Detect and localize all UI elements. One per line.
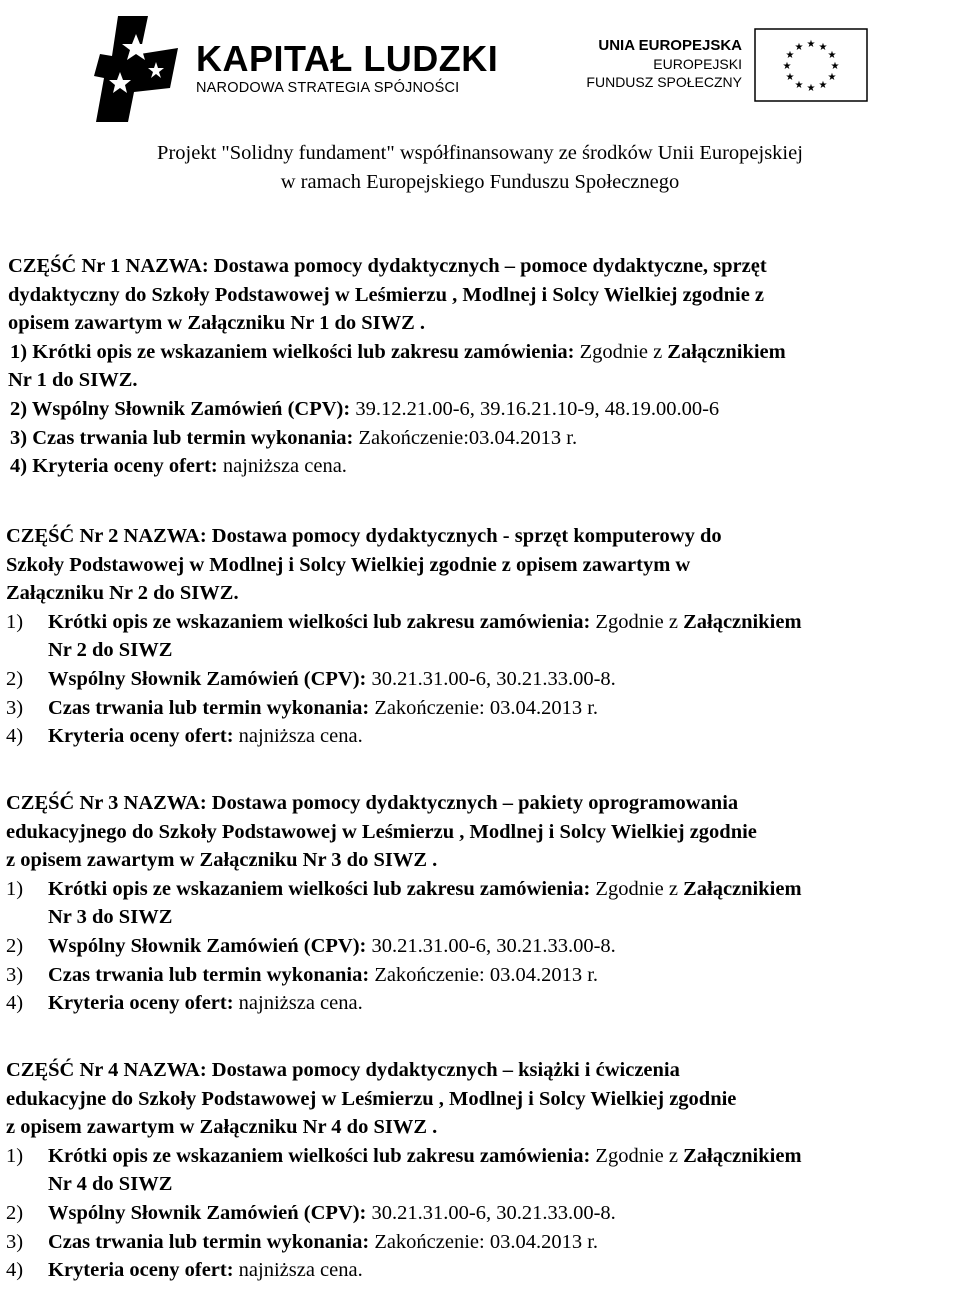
eu-line1: UNIA EUROPEJSKA [598, 37, 742, 54]
item-number: 3) [6, 963, 24, 986]
item-description [6, 875, 958, 904]
item-description-cont: Nr 3 do SIWZ [48, 906, 173, 929]
part-heading-line: edukacyjnego do Szkoły Podstawowej w Leśmierzu , Modlnej i Solcy Wielkiej zgodnie [6, 820, 757, 843]
item-value-bold: Załącznikiem [683, 877, 802, 900]
item-description [6, 608, 958, 637]
item-value: najniższa cena. [233, 992, 363, 1015]
item-cpv [6, 395, 958, 424]
item-label: Krótki opis ze wskazaniem wielkości lub zakresu zamówienia: [48, 610, 591, 633]
svg-text:★: ★ [827, 50, 837, 61]
part-2 [6, 522, 958, 751]
part-3 [6, 789, 958, 1018]
eu-flag-icon [754, 28, 868, 102]
item-label: 3) Czas trwania lub termin wykonania: [10, 426, 354, 449]
svg-text:★: ★ [785, 50, 795, 61]
part-heading-line: CZĘŚĆ Nr 1 NAZWA: Dostawa pomocy dydaktycznych – pomoce dydaktyczne, sprzęt [8, 255, 767, 277]
item-deadline [6, 694, 958, 723]
part-heading-line: CZĘŚĆ Nr 2 NAZWA: Dostawa pomocy dydaktycznych - sprzęt komputerowy do [6, 525, 722, 547]
part-4 [6, 1056, 958, 1285]
item-value: najniższa cena. [217, 455, 347, 478]
item-description-cont: Nr 1 do SIWZ. [8, 369, 138, 392]
item-cpv [6, 665, 958, 694]
item-cpv [6, 932, 958, 961]
item-value-bold: Załącznikiem [667, 340, 786, 363]
item-deadline [6, 1228, 958, 1257]
item-label: Czas trwania lub termin wykonania: [48, 963, 370, 986]
item-value: Zakończenie:03.04.2013 r. [353, 426, 578, 449]
item-number: 2) [6, 1201, 24, 1224]
svg-text:★: ★ [794, 80, 804, 91]
eu-line2: EUROPEJSKI [653, 56, 742, 72]
item-value: 30.21.31.00-6, 30.21.33.00-8. [366, 934, 616, 957]
part-heading-line: edukacyjne do Szkoły Podstawowej w Leśmierzu , Modlnej i Solcy Wielkiej zgodnie [6, 1087, 737, 1110]
item-number: 4) [6, 725, 24, 748]
part-heading-line: opisem zawartym w Załączniku Nr 1 do SIWZ . [8, 312, 426, 335]
item-label: Wspólny Słownik Zamówień (CPV): [48, 667, 367, 690]
part-heading-line: dydaktyczny do Szkoły Podstawowej w Leśmierzu , Modlnej i Solcy Wielkiej zgodnie z [8, 283, 765, 306]
item-value-bold: Załącznikiem [683, 1144, 802, 1167]
item-value: Zakończenie: 03.04.2013 r. [369, 696, 599, 719]
svg-text:★: ★ [830, 61, 840, 72]
svg-text:★: ★ [806, 83, 816, 94]
kapital-ludzki-logo-icon [90, 14, 186, 124]
item-value: 30.21.31.00-6, 30.21.33.00-8. [366, 1201, 616, 1224]
svg-text:★: ★ [782, 61, 792, 72]
item-label: Kryteria oceny ofert: [48, 992, 234, 1015]
kapital-ludzki-subtitle: NARODOWA STRATEGIA SPÓJNOŚCI [196, 80, 460, 96]
item-value: Zgodnie z [590, 610, 684, 633]
item-value: najniższa cena. [233, 725, 363, 748]
item-number: 4) [6, 992, 24, 1015]
project-caption [0, 139, 960, 197]
item-value: Zgodnie z [574, 340, 668, 363]
item-deadline [6, 961, 958, 990]
item-value: 39.12.21.00-6, 39.16.21.10-9, 48.19.00.00-6 [350, 397, 720, 420]
item-number: 3) [6, 1230, 24, 1253]
item-value: Zakończenie: 03.04.2013 r. [369, 963, 599, 986]
item-label: Krótki opis ze wskazaniem wielkości lub zakresu zamówienia: [48, 1144, 591, 1167]
item-value: Zgodnie z [590, 1144, 684, 1167]
part-heading-line: Szkoły Podstawowej w Modlnej i Solcy Wielkiej zgodnie z opisem zawartym w [6, 553, 691, 576]
kapital-ludzki-title: KAPITAŁ LUDZKI [196, 38, 499, 79]
item-number: 1) [6, 610, 24, 633]
page-header [0, 0, 960, 193]
part-heading-line: z opisem zawartym w Załączniku Nr 3 do SIWZ . [6, 849, 438, 872]
item-description [6, 338, 958, 367]
part-heading-line: z opisem zawartym w Załączniku Nr 4 do SIWZ . [6, 1116, 438, 1139]
part-1 [6, 252, 958, 481]
eu-line3: FUNDUSZ SPOŁECZNY [586, 74, 742, 90]
svg-text:★: ★ [794, 42, 804, 53]
item-label: Krótki opis ze wskazaniem wielkości lub zakresu zamówienia: [48, 877, 591, 900]
item-label: Czas trwania lub termin wykonania: [48, 1230, 370, 1253]
project-line1: Projekt "Solidny fundament" współfinansowany ze środków Unii Europejskiej [157, 142, 803, 164]
item-number: 2) [6, 667, 24, 690]
part-heading-line: Załączniku Nr 2 do SIWZ. [6, 582, 239, 605]
project-line2: w ramach Europejskiego Funduszu Społecznego [280, 171, 680, 193]
svg-text:★: ★ [818, 80, 828, 91]
part-heading-line: CZĘŚĆ Nr 4 NAZWA: Dostawa pomocy dydaktycznych – książki i ćwiczenia [6, 1059, 680, 1081]
item-criteria [6, 722, 958, 751]
svg-text:★: ★ [827, 72, 837, 83]
item-label: Kryteria oceny ofert: [48, 725, 234, 748]
svg-text:★: ★ [785, 72, 795, 83]
svg-text:★: ★ [806, 39, 816, 50]
item-description [6, 1142, 958, 1171]
part-heading-line: CZĘŚĆ Nr 3 NAZWA: Dostawa pomocy dydaktycznych – pakiety oprogramowania [6, 792, 739, 814]
item-deadline [6, 424, 958, 453]
item-criteria [6, 989, 958, 1018]
item-label: Wspólny Słownik Zamówień (CPV): [48, 1201, 367, 1224]
item-criteria [6, 1256, 958, 1285]
item-label: 1) Krótki opis ze wskazaniem wielkości lub zakresu zamówienia: [10, 340, 575, 363]
eu-logo-text [586, 37, 742, 91]
item-description-cont: Nr 2 do SIWZ [48, 639, 173, 662]
item-number: 4) [6, 1259, 24, 1282]
item-number: 2) [6, 934, 24, 957]
item-value-bold: Załącznikiem [683, 610, 802, 633]
item-number: 1) [6, 1144, 24, 1167]
item-value: 30.21.31.00-6, 30.21.33.00-8. [366, 667, 616, 690]
item-label: Wspólny Słownik Zamówień (CPV): [48, 934, 367, 957]
item-number: 1) [6, 877, 24, 900]
item-label: Kryteria oceny ofert: [48, 1259, 234, 1282]
item-number: 3) [6, 696, 24, 719]
item-value: Zgodnie z [590, 877, 684, 900]
item-criteria [6, 452, 958, 481]
item-description-cont: Nr 4 do SIWZ [48, 1173, 173, 1196]
item-value: najniższa cena. [233, 1259, 363, 1282]
item-label: 2) Wspólny Słownik Zamówień (CPV): [10, 397, 351, 420]
svg-text:★: ★ [818, 42, 828, 53]
item-value: Zakończenie: 03.04.2013 r. [369, 1230, 599, 1253]
item-label: Czas trwania lub termin wykonania: [48, 696, 370, 719]
item-cpv [6, 1199, 958, 1228]
item-label: 4) Kryteria oceny ofert: [10, 455, 218, 478]
